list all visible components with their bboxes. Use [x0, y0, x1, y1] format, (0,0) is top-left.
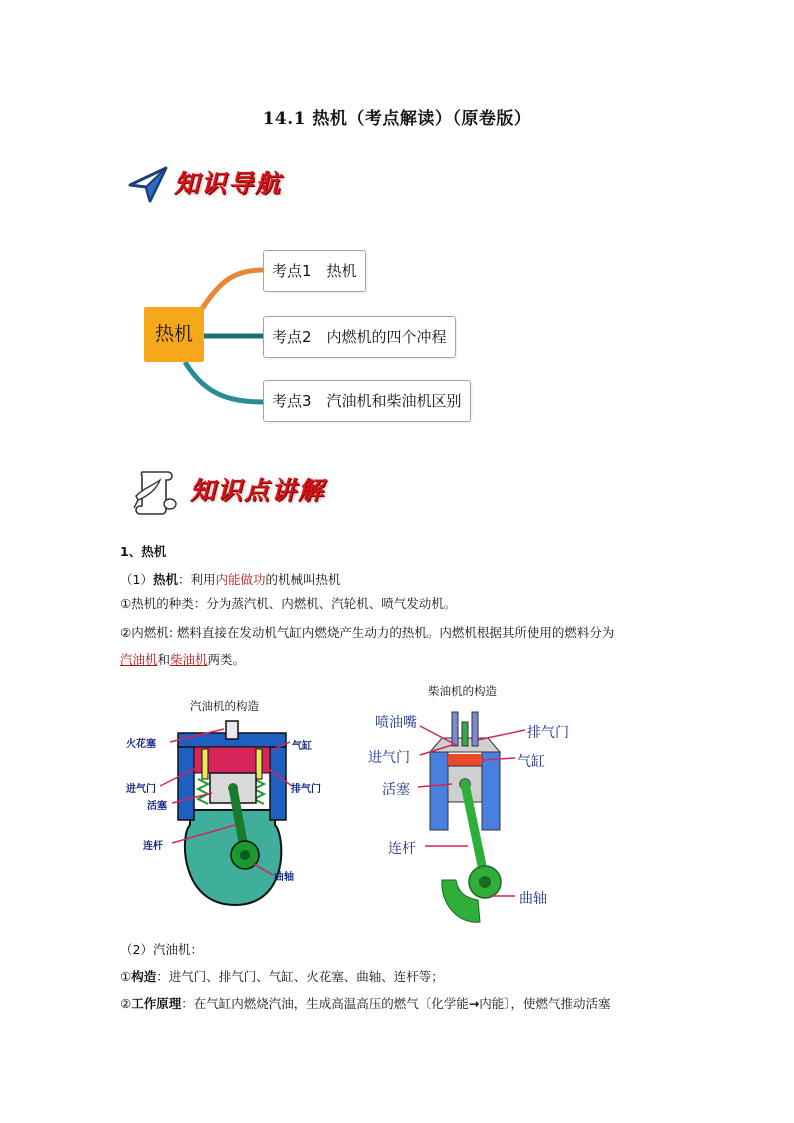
paragraph-7: ②工作原理：在气缸内燃烧汽油，生成高温高压的燃气〔化学能→内能〕，使燃气推动活塞	[120, 996, 611, 1011]
paragraph-3: ②内燃机: 燃料直接在发动机气缸内燃烧产生动力的热机。内燃机根据其所使用的燃料分为	[120, 625, 615, 640]
diesel-label-exhaust-valve: 排气门	[527, 725, 569, 741]
diesel-engine-caption: 柴油机的构造	[428, 684, 497, 698]
gas-label-spark-plug: 火花塞	[126, 739, 156, 750]
page-title: 14.1 热机（考点解读）（原卷版）	[262, 109, 532, 129]
branch-1	[200, 270, 263, 312]
gas-label-cylinder: 气缸	[292, 741, 312, 752]
mindmap-node-2: 考点2 内燃机的四个冲程	[263, 316, 456, 358]
paragraph-2: ①热机的种类：分为蒸汽机、内燃机、汽轮机、喷气发动机。	[120, 596, 457, 611]
gas-label-connecting-rod: 连杆	[143, 841, 163, 852]
diesel-label-piston: 活塞	[382, 782, 410, 798]
explain-heading: 知识点讲解	[190, 476, 326, 505]
gas-engine-caption: 汽油机的构造	[190, 699, 259, 713]
diesel-label-intake-valve: 进气门	[368, 750, 410, 766]
gas-label-crankshaft: 曲轴	[274, 872, 294, 883]
diesel-label-crankshaft: 曲轴	[519, 891, 547, 907]
paragraph-1: （1）热机：利用内能做功的机械叫热机	[120, 572, 341, 587]
nav-heading: 知识导航	[174, 169, 283, 198]
mindmap-node-1: 考点1 热机	[263, 250, 366, 292]
paragraph-4: 汽油机和柴油机两类。	[120, 652, 246, 667]
mindmap-node-3: 考点3 汽油机和柴油机区别	[263, 380, 471, 422]
scroll-quill-icon	[130, 466, 180, 518]
branch-3	[185, 362, 263, 402]
diesel-label-cylinder: 气缸	[517, 754, 545, 770]
paragraph-6: ①构造：进气门、排气门、气缸、火花塞、曲轴、连杆等；	[120, 969, 444, 984]
mindmap-root: 热机	[144, 307, 204, 362]
gas-label-exhaust-valve: 排气门	[291, 784, 321, 795]
paragraph-5: （2）汽油机：	[120, 942, 203, 957]
section-1-heading: 1、热机	[120, 544, 167, 559]
gas-label-piston: 活塞	[147, 801, 167, 812]
gas-label-intake-valve: 进气门	[126, 784, 156, 795]
diesel-label-injector: 喷油嘴	[375, 715, 417, 731]
arrow-icon: →	[468, 996, 480, 1011]
diesel-label-connecting-rod: 连杆	[388, 841, 416, 857]
